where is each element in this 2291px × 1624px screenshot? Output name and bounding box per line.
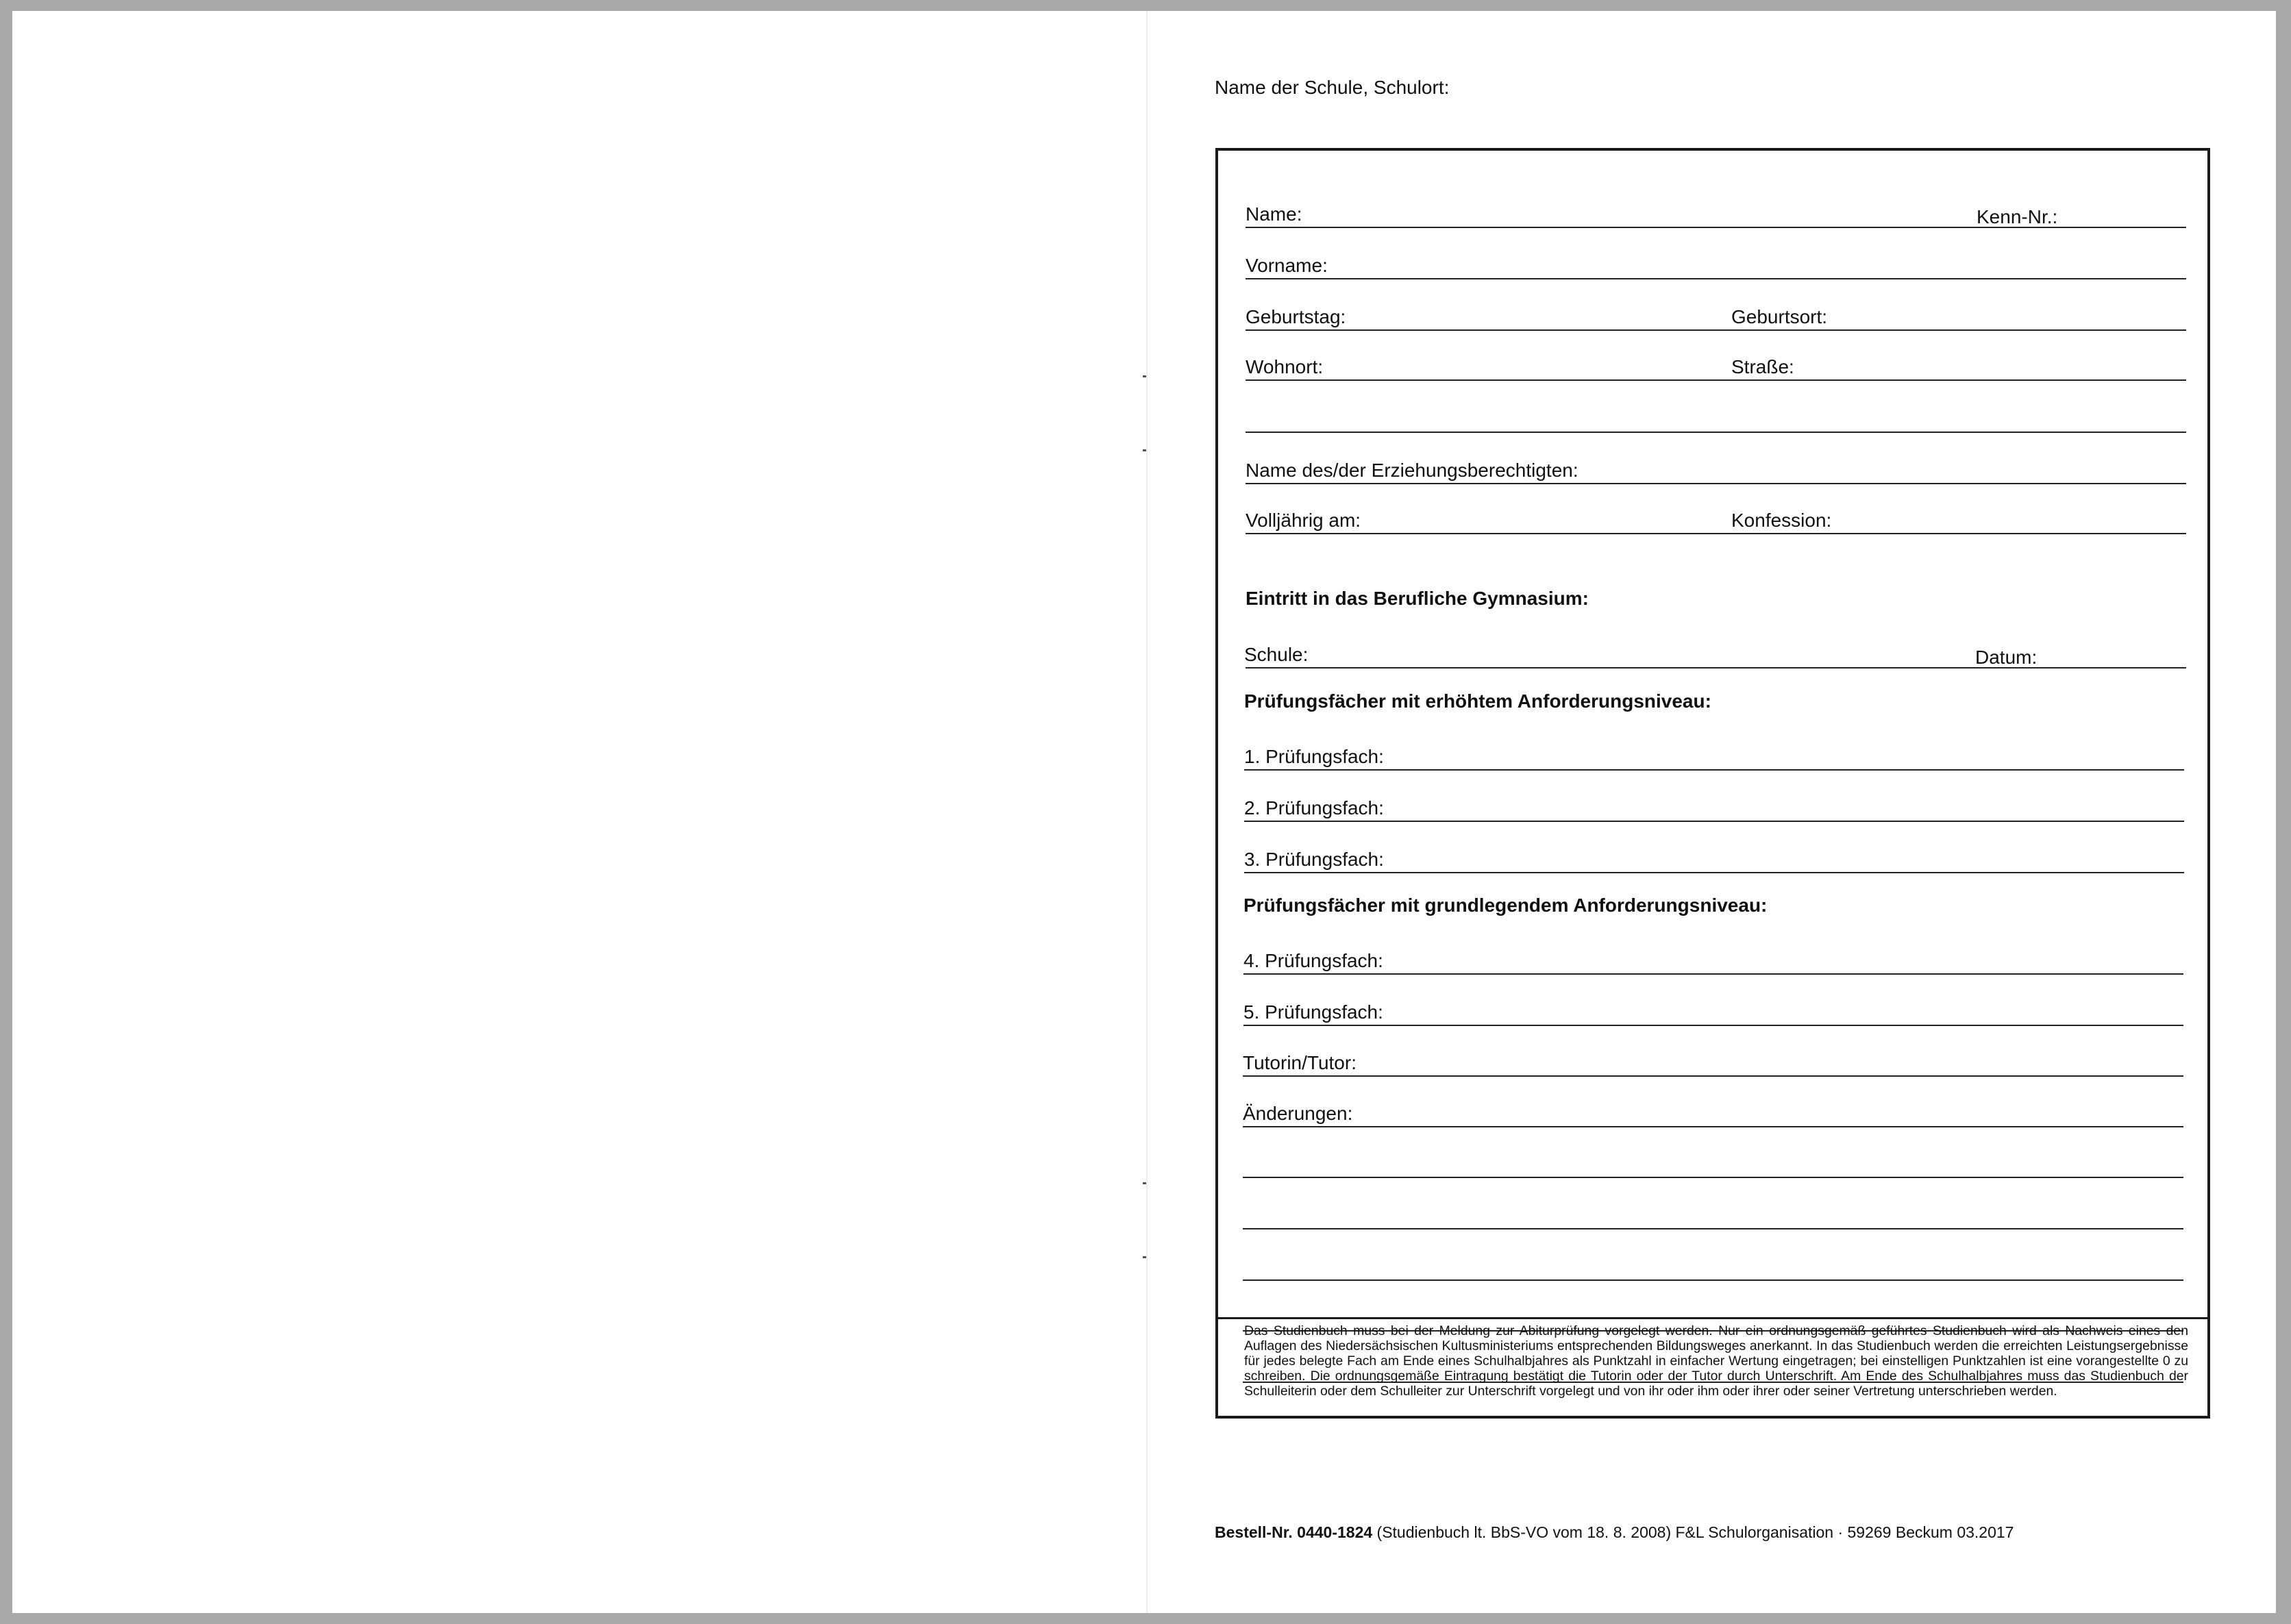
- notice-text: Das Studienbuch muss bei der Meldung zur Abiturprüfung vorgelegt werden. Nur ein ordnungsgemäß geführtes Studienbuch wird als Nachweis eines den Auflagen des Niedersächsischen Kultusministeriums entsprechenden Bildungsweges anerkannt. In das Studienbuch werden die erreichten Leistungsergebnisse für jedes belegte Fach am Ende eines Schulhalbjahres als Punktzahl in einfacher Wertung eingetragen; bei einstelligen Punktzahlen ist eine vorangestellte 0 zu schreiben. Die ordnungsgemäße Eintragung bestätigt die Tutorin oder der Tutor durch Unterschrift. Am Ende des Schulhalbjahres muss das Studienbuch der Schulleiterin oder dem Schulleiter zur Unterschrift vorgelegt und von ihr oder ihm oder ihrer oder seiner Vertretung unterschrieben werden.: [1218, 1317, 2207, 1416]
- name-label: Name:: [1246, 203, 1302, 225]
- exam-4-row[interactable]: [1243, 932, 2183, 975]
- exam-3-label: 3. Prüfungsfach:: [1244, 849, 1384, 870]
- guardian-label: Name des/der Erziehungsberechtigten:: [1246, 460, 1578, 481]
- changes-line[interactable]: [1243, 1136, 2183, 1178]
- tutor-label: Tutorin/Tutor:: [1243, 1052, 1357, 1073]
- page-fold: [1146, 11, 1148, 1613]
- address-extra-line[interactable]: [1246, 390, 2186, 433]
- guardian-row[interactable]: [1246, 442, 2186, 484]
- majority-row[interactable]: [1246, 492, 2186, 534]
- exam-3-row[interactable]: [1244, 831, 2184, 873]
- punch-mark: [1143, 375, 1146, 377]
- order-number: Bestell-Nr. 0440-1824: [1215, 1523, 1373, 1541]
- punch-mark: [1143, 1182, 1146, 1184]
- exam-1-row[interactable]: [1244, 728, 2184, 771]
- exam-5-label: 5. Prüfungsfach:: [1243, 1001, 1383, 1023]
- entry-school-label: Schule:: [1244, 644, 1309, 665]
- punch-mark: [1143, 1256, 1146, 1258]
- exam-2-row[interactable]: [1244, 779, 2184, 822]
- vorname-label: Vorname:: [1246, 255, 1328, 276]
- entry-date-label: Datum:: [1975, 647, 2038, 668]
- birth-row[interactable]: [1246, 288, 2186, 331]
- exams-high-heading: Prüfungsfächer mit erhöhtem Anforderungsniveau:: [1244, 690, 1711, 712]
- konfession-label: Konfession:: [1731, 510, 1832, 531]
- strasse-label: Straße:: [1731, 356, 1794, 377]
- kenn-nr-label: Kenn-Nr.:: [1977, 206, 2058, 227]
- punch-mark: [1143, 449, 1146, 451]
- exam-2-label: 2. Prüfungsfach:: [1244, 797, 1384, 819]
- exam-5-row[interactable]: [1243, 984, 2183, 1026]
- geburtstag-label: Geburtstag:: [1246, 306, 1346, 327]
- entry-school-row[interactable]: [1246, 626, 2186, 669]
- exam-4-label: 4. Prüfungsfach:: [1243, 950, 1383, 971]
- tutor-row[interactable]: [1243, 1034, 2183, 1077]
- changes-label: Änderungen:: [1243, 1103, 1353, 1124]
- wohnort-label: Wohnort:: [1246, 356, 1324, 377]
- order-footer: [1215, 1523, 2014, 1542]
- vorname-row[interactable]: [1246, 237, 2186, 279]
- changes-line[interactable]: [1243, 1238, 2183, 1281]
- entry-heading: Eintritt in das Berufliche Gymnasium:: [1246, 588, 1589, 609]
- exams-basic-heading: Prüfungsfächer mit grundlegendem Anforderungsniveau:: [1243, 895, 1768, 916]
- exam-1-label: 1. Prüfungsfach:: [1244, 746, 1384, 767]
- document-sheet: [12, 11, 2276, 1613]
- publisher-info: (Studienbuch lt. BbS-VO vom 18. 8. 2008) F&L Schulorganisation · 59269 Beckum 03.2017: [1376, 1523, 2014, 1541]
- volljaehrig-label: Volljährig am:: [1246, 510, 1361, 531]
- name-row[interactable]: [1246, 186, 2186, 228]
- school-name-label: Name der Schule, Schulort:: [1215, 77, 1450, 98]
- geburtsort-label: Geburtsort:: [1731, 306, 1828, 327]
- changes-line[interactable]: [1243, 1187, 2183, 1229]
- student-form: [1215, 148, 2210, 1419]
- changes-row[interactable]: [1243, 1085, 2183, 1127]
- address-row[interactable]: [1246, 338, 2186, 381]
